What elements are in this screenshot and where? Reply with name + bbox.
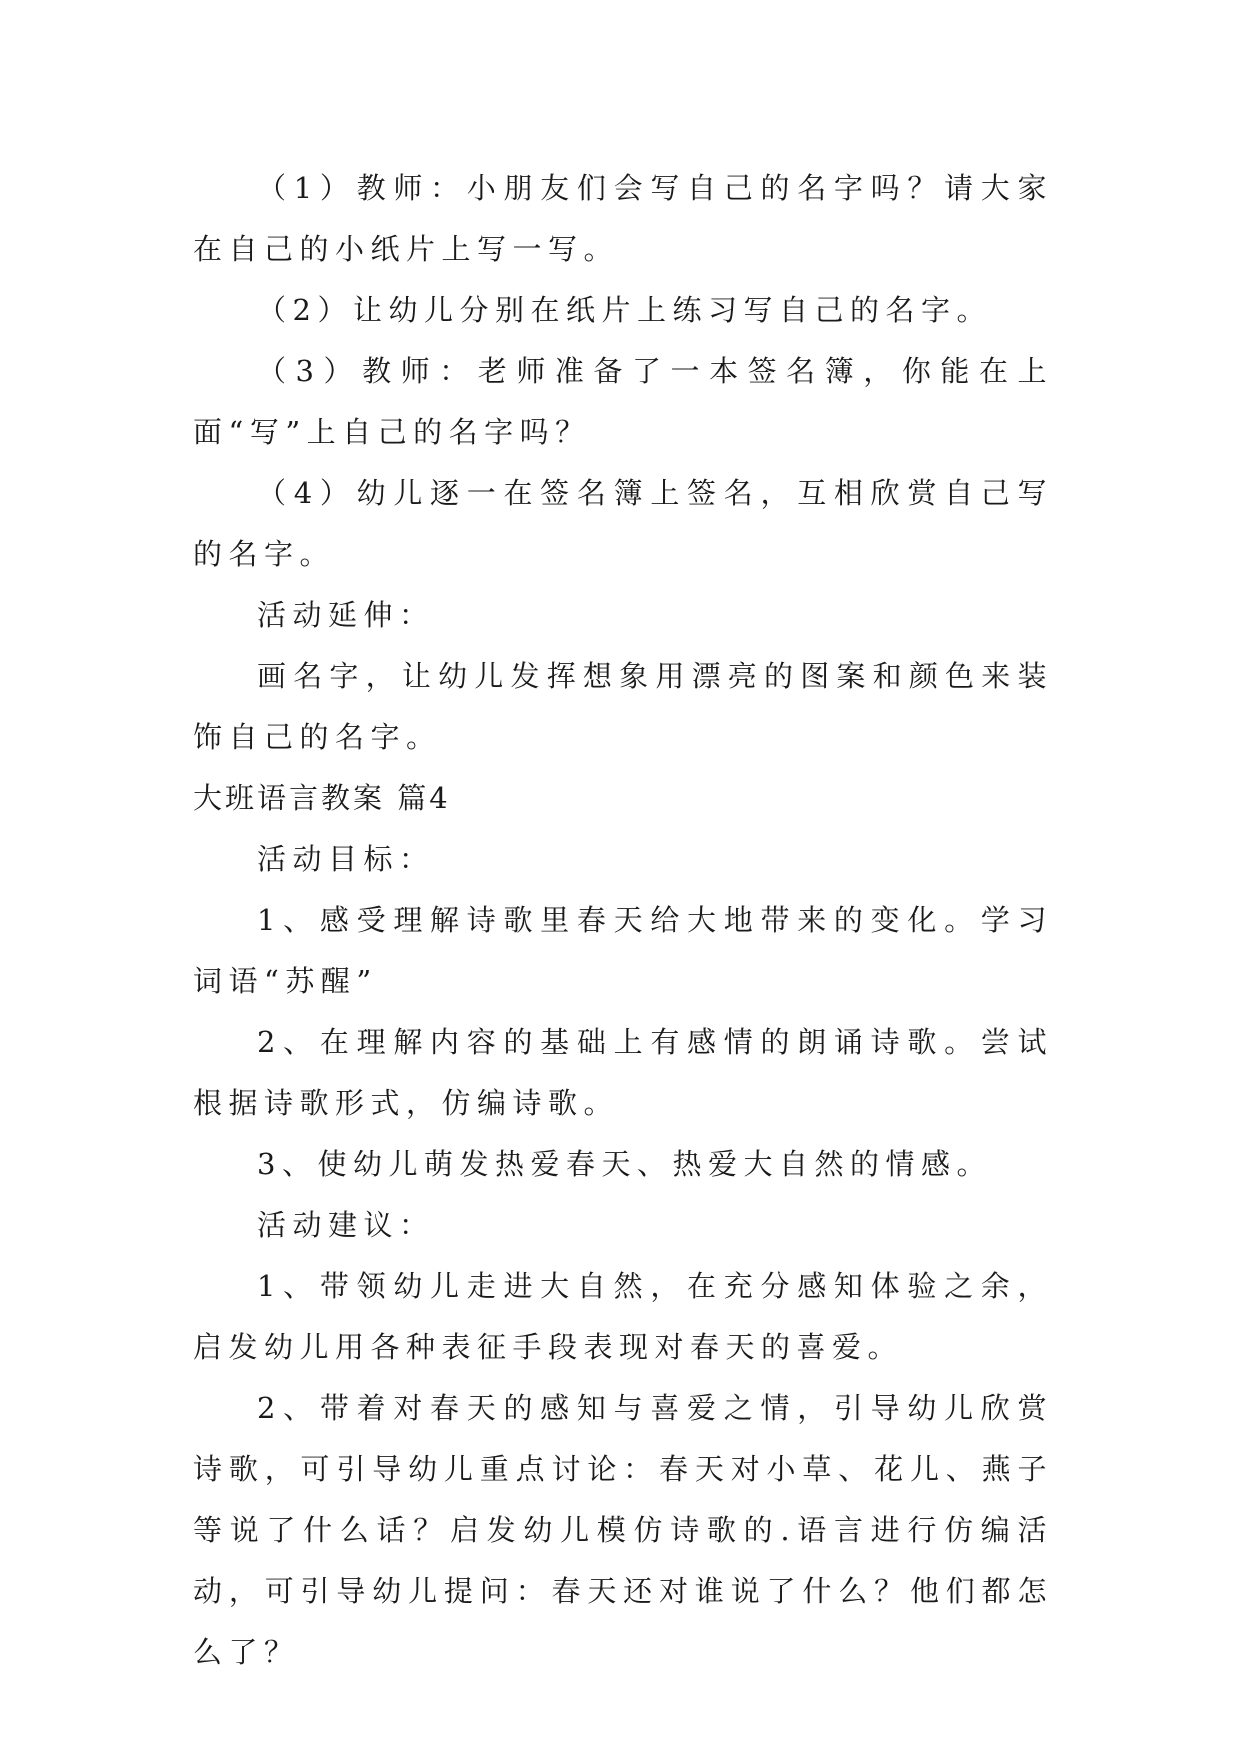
- paragraph-step-4: （4）幼儿逐一在签名簿上签名，互相欣赏自己写的名字。: [193, 476, 1053, 571]
- paragraph-suggestion-2: 2、带着对春天的感知与喜爱之情，引导幼儿欣赏诗歌，可引导幼儿重点讨论：春天对小草、花儿、燕子等说了什么话？启发幼儿模仿诗歌的.语言进行仿编活动，可引导幼儿提问：春天还对谁说了什么？他们都怎么了？: [193, 1391, 1053, 1669]
- paragraph-step-1: （1）教师：小朋友们会写自己的名字吗？请大家在自己的小纸片上写一写。: [193, 171, 1053, 266]
- paragraph-extension-text: 画名字，让幼儿发挥想象用漂亮的图案和颜色来装饰自己的名字。: [193, 659, 1053, 754]
- paragraph-goal-1: 1、感受理解诗歌里春天给大地带来的变化。学习词语“苏醒”: [193, 903, 1053, 998]
- paragraph-goals-label: 活动目标：: [257, 842, 435, 876]
- document-body: [193, 158, 1053, 1683]
- section-heading: 大班语言教案 篇4: [193, 781, 451, 815]
- paragraph-step-2: （2）让幼儿分别在纸片上练习写自己的名字。: [257, 293, 992, 327]
- paragraph-step-3: （3）教师：老师准备了一本签名簿，你能在上面“写”上自己的名字吗？: [193, 354, 1053, 449]
- paragraph-goal-2: 2、在理解内容的基础上有感情的朗诵诗歌。尝试根据诗歌形式，仿编诗歌。: [193, 1025, 1053, 1120]
- paragraph-suggestions-label: 活动建议：: [257, 1208, 435, 1242]
- paragraph-goal-3: 3、使幼儿萌发热爱春天、热爱大自然的情感。: [257, 1147, 992, 1181]
- paragraph-suggestion-1: 1、带领幼儿走进大自然，在充分感知体验之余，启发幼儿用各种表征手段表现对春天的喜爱。: [193, 1269, 1053, 1364]
- paragraph-extension-label: 活动延伸：: [257, 598, 435, 632]
